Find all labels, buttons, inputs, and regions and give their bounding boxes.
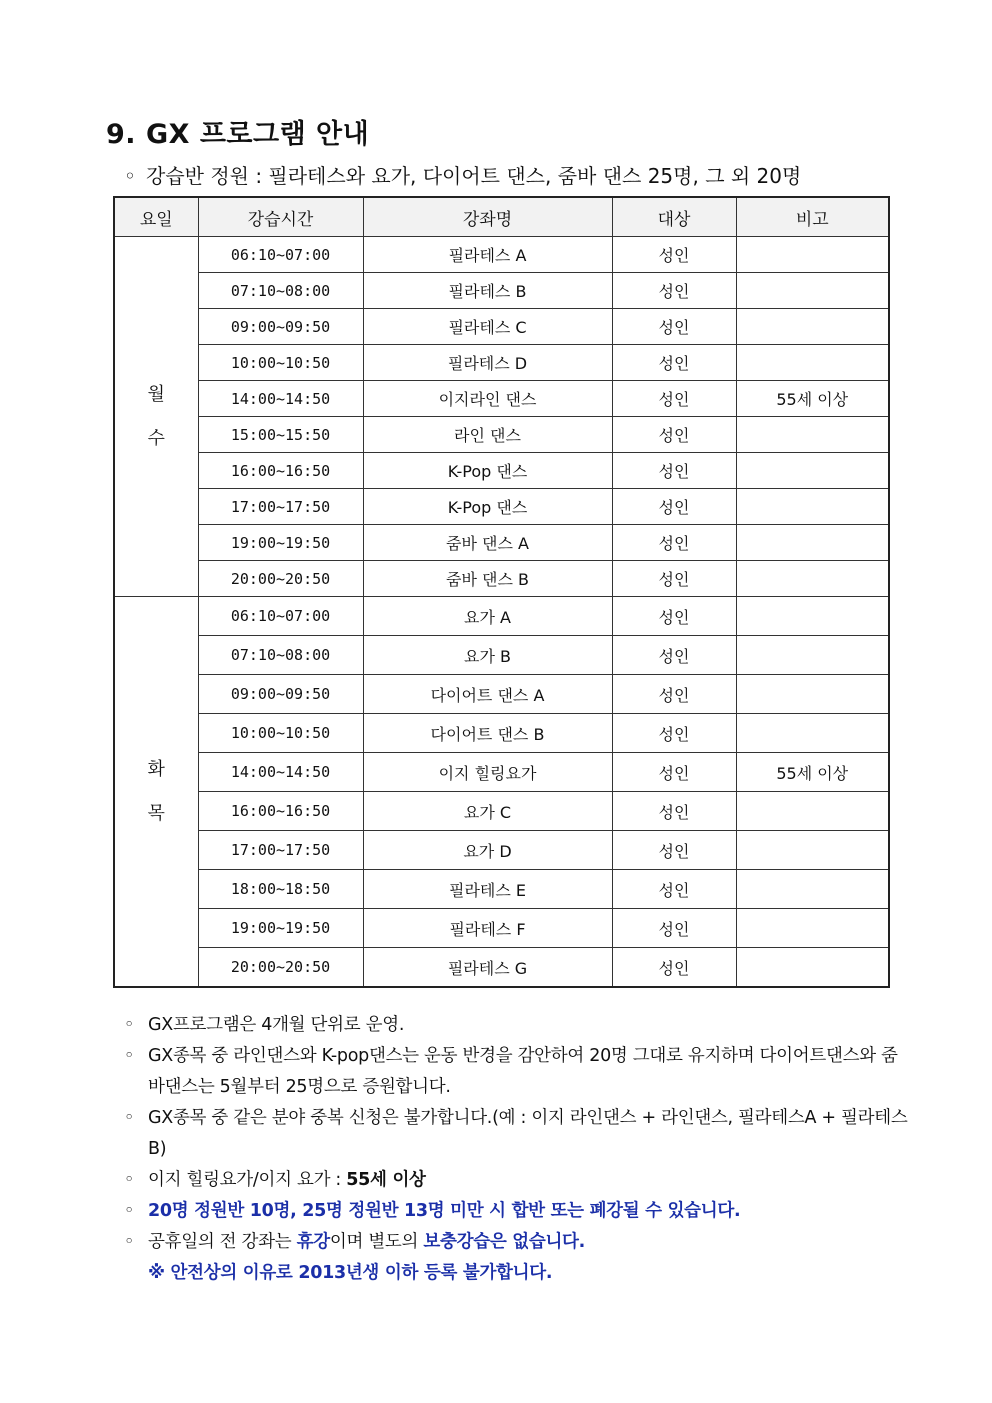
table-row	[114, 714, 889, 753]
target-cell: 성인	[612, 948, 736, 988]
note-item	[124, 1041, 914, 1103]
notes-section	[124, 1010, 914, 1289]
target-cell: 성인	[612, 273, 736, 309]
header-day: 요일	[114, 197, 198, 237]
time-cell: 18:00~18:50	[198, 870, 363, 909]
table-row	[114, 561, 889, 597]
course-cell: 요가 B	[363, 636, 612, 675]
note-text: GX종목 중 라인댄스와 K-pop댄스는 운동 반경을 감안하여 20명 그대로 유지하며 다이어트댄스와 줌바댄스는 5월부터 25명으로 증원합니다.	[148, 1046, 898, 1097]
time-cell: 07:10~08:00	[198, 636, 363, 675]
time-cell: 07:10~08:00	[198, 273, 363, 309]
course-cell: 필라테스 G	[363, 948, 612, 988]
course-cell: K-Pop 댄스	[363, 453, 612, 489]
section-title: 9. GX 프로그램 안내	[106, 119, 370, 150]
warning-note: ※ 안전상의 이유로 2013년생 이하 등록 불가합니다.	[148, 1263, 553, 1283]
course-cell: 필라테스 F	[363, 909, 612, 948]
target-cell: 성인	[612, 909, 736, 948]
note-cell	[736, 525, 889, 561]
note-cell	[736, 870, 889, 909]
capacity-line	[124, 160, 801, 189]
course-cell: 줌바 댄스 B	[363, 561, 612, 597]
course-cell: 줌바 댄스 A	[363, 525, 612, 561]
table-row	[114, 381, 889, 417]
table-row	[114, 237, 889, 273]
target-cell: 성인	[612, 675, 736, 714]
target-cell: 성인	[612, 345, 736, 381]
course-cell: 필라테스 D	[363, 345, 612, 381]
note-text: GX프로그램은 4개월 단위로 운영.	[148, 1015, 405, 1035]
table-header-row	[114, 197, 889, 237]
target-cell: 성인	[612, 525, 736, 561]
day-label: 월	[147, 383, 165, 405]
note-cell	[736, 489, 889, 525]
time-cell: 15:00~15:50	[198, 417, 363, 453]
target-cell: 성인	[612, 489, 736, 525]
target-cell: 성인	[612, 237, 736, 273]
note-cell	[736, 714, 889, 753]
time-cell: 09:00~09:50	[198, 309, 363, 345]
table-row	[114, 273, 889, 309]
note-cell	[736, 453, 889, 489]
header-course: 강좌명	[363, 197, 612, 237]
target-cell: 성인	[612, 792, 736, 831]
course-cell: 필라테스 A	[363, 237, 612, 273]
bullet-icon: ◦	[124, 1201, 135, 1221]
course-cell: 필라테스 B	[363, 273, 612, 309]
table-row	[114, 597, 889, 636]
note-cell	[736, 792, 889, 831]
table-row	[114, 345, 889, 381]
course-cell: 필라테스 E	[363, 870, 612, 909]
bullet-icon: ◦	[124, 1170, 135, 1190]
note-text: 20명 정원반 10명, 25명 정원반 13명 미만 시 합반 또는 폐강될 수 있습니다.	[148, 1201, 741, 1221]
note-emphasis: 55세 이상	[346, 1170, 426, 1190]
note-cell: 55세 이상	[736, 381, 889, 417]
time-cell: 20:00~20:50	[198, 948, 363, 988]
note-cell	[736, 597, 889, 636]
time-cell: 20:00~20:50	[198, 561, 363, 597]
time-cell: 16:00~16:50	[198, 792, 363, 831]
day-cell	[114, 597, 198, 988]
header-time: 강습시간	[198, 197, 363, 237]
note-cell	[736, 273, 889, 309]
note-cell	[736, 831, 889, 870]
target-cell: 성인	[612, 381, 736, 417]
time-cell: 17:00~17:50	[198, 489, 363, 525]
target-cell: 성인	[612, 309, 736, 345]
course-cell: 요가 C	[363, 792, 612, 831]
table-row	[114, 525, 889, 561]
note-emphasis: 휴강	[296, 1232, 330, 1252]
bullet-icon: ◦	[124, 164, 136, 188]
note-item	[124, 1010, 914, 1041]
table-row	[114, 753, 889, 792]
gx-schedule-table	[113, 196, 890, 988]
note-item	[124, 1103, 914, 1165]
target-cell: 성인	[612, 453, 736, 489]
course-cell: 다이어트 댄스 A	[363, 675, 612, 714]
table-row	[114, 909, 889, 948]
note-item	[124, 1165, 914, 1196]
note-emphasis: 보충강습은 없습니다.	[423, 1232, 586, 1252]
target-cell: 성인	[612, 417, 736, 453]
table-row	[114, 636, 889, 675]
day-label: 목	[147, 802, 165, 824]
target-cell: 성인	[612, 831, 736, 870]
table-row	[114, 453, 889, 489]
table-row	[114, 489, 889, 525]
time-cell: 06:10~07:00	[198, 237, 363, 273]
course-cell: 다이어트 댄스 B	[363, 714, 612, 753]
note-text: 공휴일의 전 강좌는	[148, 1232, 297, 1252]
table-row	[114, 870, 889, 909]
note-cell	[736, 309, 889, 345]
note-text: GX종목 중 같은 분야 중복 신청은 불가합니다.(예 : 이지 라인댄스 + 라인댄스, 필라테스A + 필라테스B)	[148, 1108, 908, 1159]
course-cell: 요가 D	[363, 831, 612, 870]
day-cell	[114, 237, 198, 597]
note-cell	[736, 636, 889, 675]
note-cell	[736, 675, 889, 714]
note-text: 이지 힐링요가/이지 요가 :	[148, 1170, 347, 1190]
bullet-icon: ◦	[124, 1046, 135, 1066]
time-cell: 06:10~07:00	[198, 597, 363, 636]
table-row	[114, 417, 889, 453]
target-cell: 성인	[612, 597, 736, 636]
target-cell: 성인	[612, 870, 736, 909]
table-row	[114, 675, 889, 714]
target-cell: 성인	[612, 753, 736, 792]
bullet-icon: ◦	[124, 1108, 135, 1128]
note-item	[124, 1196, 914, 1227]
note-cell	[736, 345, 889, 381]
time-cell: 10:00~10:50	[198, 345, 363, 381]
day-label: 화	[147, 758, 165, 780]
note-cell	[736, 237, 889, 273]
target-cell: 성인	[612, 561, 736, 597]
header-note: 비고	[736, 197, 889, 237]
header-target: 대상	[612, 197, 736, 237]
course-cell: 필라테스 C	[363, 309, 612, 345]
time-cell: 17:00~17:50	[198, 831, 363, 870]
time-cell: 09:00~09:50	[198, 675, 363, 714]
note-cell	[736, 948, 889, 988]
note-item	[124, 1227, 914, 1258]
time-cell: 19:00~19:50	[198, 525, 363, 561]
note-text: 이며 별도의	[329, 1232, 424, 1252]
note-cell	[736, 561, 889, 597]
course-cell: 라인 댄스	[363, 417, 612, 453]
bullet-icon: ◦	[124, 1015, 135, 1035]
note-cell	[736, 417, 889, 453]
bullet-icon: ◦	[124, 1232, 135, 1252]
note-cell: 55세 이상	[736, 753, 889, 792]
note-cell	[736, 909, 889, 948]
capacity-text: 강습반 정원 : 필라테스와 요가, 다이어트 댄스, 줌바 댄스 25명, 그 외 20명	[146, 164, 802, 188]
target-cell: 성인	[612, 636, 736, 675]
day-label: 수	[147, 427, 165, 449]
course-cell: 요가 A	[363, 597, 612, 636]
target-cell: 성인	[612, 714, 736, 753]
course-cell: 이지라인 댄스	[363, 381, 612, 417]
table-row	[114, 309, 889, 345]
time-cell: 19:00~19:50	[198, 909, 363, 948]
table-row	[114, 831, 889, 870]
time-cell: 14:00~14:50	[198, 753, 363, 792]
table-row	[114, 792, 889, 831]
time-cell: 10:00~10:50	[198, 714, 363, 753]
table-row	[114, 948, 889, 988]
course-cell: K-Pop 댄스	[363, 489, 612, 525]
time-cell: 14:00~14:50	[198, 381, 363, 417]
course-cell: 이지 힐링요가	[363, 753, 612, 792]
time-cell: 16:00~16:50	[198, 453, 363, 489]
